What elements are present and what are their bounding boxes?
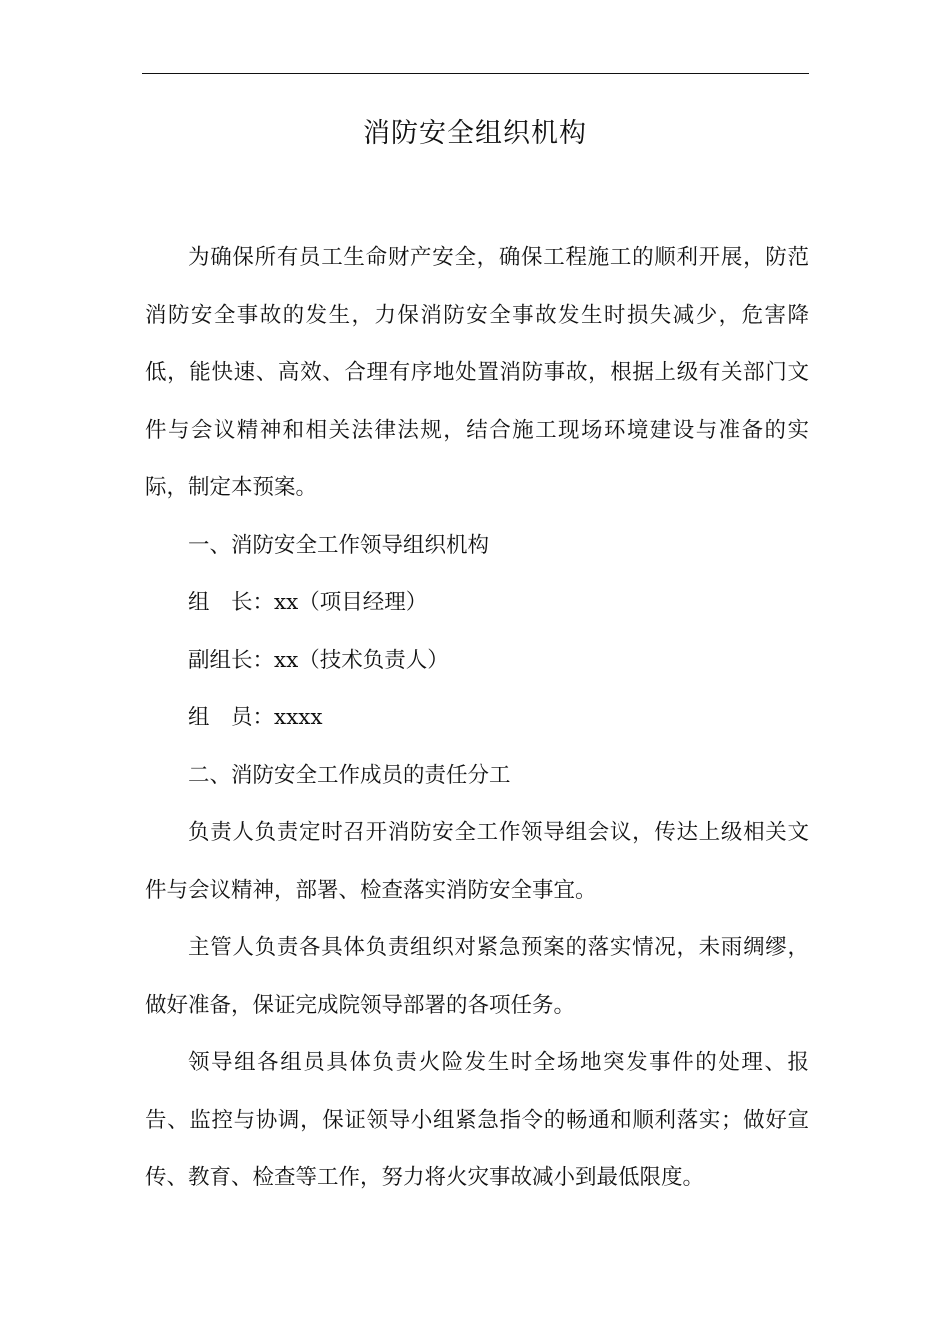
document-body [145,229,809,1207]
responsibility-paragraph-leader: 负责人负责定时召开消防安全工作领导组会议，传达上级相关文件与会议精神，部署、检查落实消防安全事宜。 [145,820,809,903]
document-title: 消防安全组织机构 [363,118,587,149]
team-members-line: 组 员：xxxx [188,705,323,730]
deputy-leader-line: 副组长：xx（技术负责人） [188,647,449,673]
team-leader-line: 组 长：xx（项目经理） [188,590,428,615]
header-rule [142,73,809,74]
responsibility-paragraph-manager: 主管人负责各具体负责组织对紧急预案的落实情况，未雨绸缪，做好准备，保证完成院领导部署的各项任务。 [145,935,809,1018]
responsibility-paragraph-members: 领导组各组员具体负责火险发生时全场地突发事件的处理、报告、监控与协调，保证领导小组紧急指令的畅通和顺利落实；做好宣传、教育、检查等工作，努力将火灾事故减小到最低限度。 [145,1050,809,1190]
intro-paragraph: 为确保所有员工生命财产安全，确保工程施工的顺利开展，防范消防安全事故的发生，力保消防安全事故发生时损失减少，危害降低，能快速、高效、合理有序地处置消防事故，根据上级有关部门文件与会议精神和相关法律法规，结合施工现场环境建设与准备的实际，制定本预案。 [145,245,809,500]
section-heading-responsibilities: 二、消防安全工作成员的责任分工 [188,762,511,788]
section-heading-organization: 一、消防安全工作领导组织机构 [188,532,490,558]
